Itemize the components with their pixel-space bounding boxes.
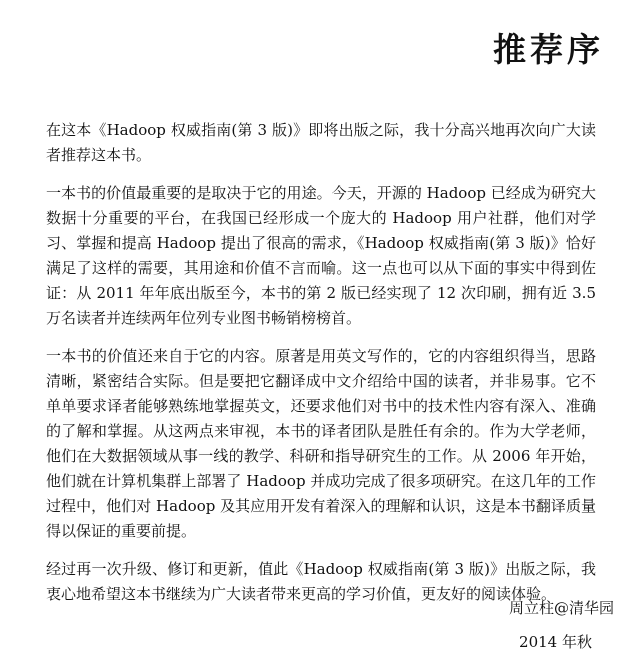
paragraph-3: 一本书的价值还来自于它的内容。原著是用英文写作的，它的内容组织得当，思路清晰，紧密结合实际。但是要把它翻译成中文介绍给中国的读者，并非易事。它不单单要求译者能够熟练地掌握英文，还要求他们对书中的技术性内容有深入、准确的了解和掌握。从这两点来审视，本书的译者团队是胜任有余的。作为大学老师，他们在大数据领域从事一线的教学、科研和指导研究生的工作。从 2006 年开始，他们就在计算机集群上部署了 Hadoop 并成功完成了很多项研究。在这几年的工作过程中，他们对 Hadoop 及其应用开发有着深入的理解和认识，这是本书翻译质量得以保证的重要前提。 bbox=[46, 347, 596, 540]
preface-body bbox=[46, 118, 596, 620]
page-title: 推荐序 bbox=[493, 30, 604, 69]
signature-date: 2014 年秋 bbox=[519, 633, 592, 651]
paragraph-4: 经过再一次升级、修订和更新，值此《Hadoop 权威指南(第 3 版)》出版之际，我衷心地希望这本书继续为广大读者带来更高的学习价值，更友好的阅读体验。 bbox=[46, 560, 596, 603]
paragraph-2: 一本书的价值最重要的是取决于它的用途。今天，开源的 Hadoop 已经成为研究大数据十分重要的平台，在我国已经形成一个庞大的 Hadoop 用户社群，他们对学习、掌握和提高 Hadoop 提出了很高的需求，《Hadoop 权威指南(第 3 版)》恰好满足了这样的需要，其用途和价值不言而喻。这一点也可以从下面的事实中得到佐证：从 2011 年年底出版至今，本书的第 2 版已经实现了 12 次印刷，拥有近 3.5 万名读者并连续两年位列专业图书畅销榜榜首。 bbox=[46, 184, 596, 327]
paragraph-1: 在这本《Hadoop 权威指南(第 3 版)》即将出版之际，我十分高兴地再次向广大读者推荐这本书。 bbox=[46, 121, 596, 164]
signature-author: 周立柱@清华园 bbox=[508, 599, 614, 617]
